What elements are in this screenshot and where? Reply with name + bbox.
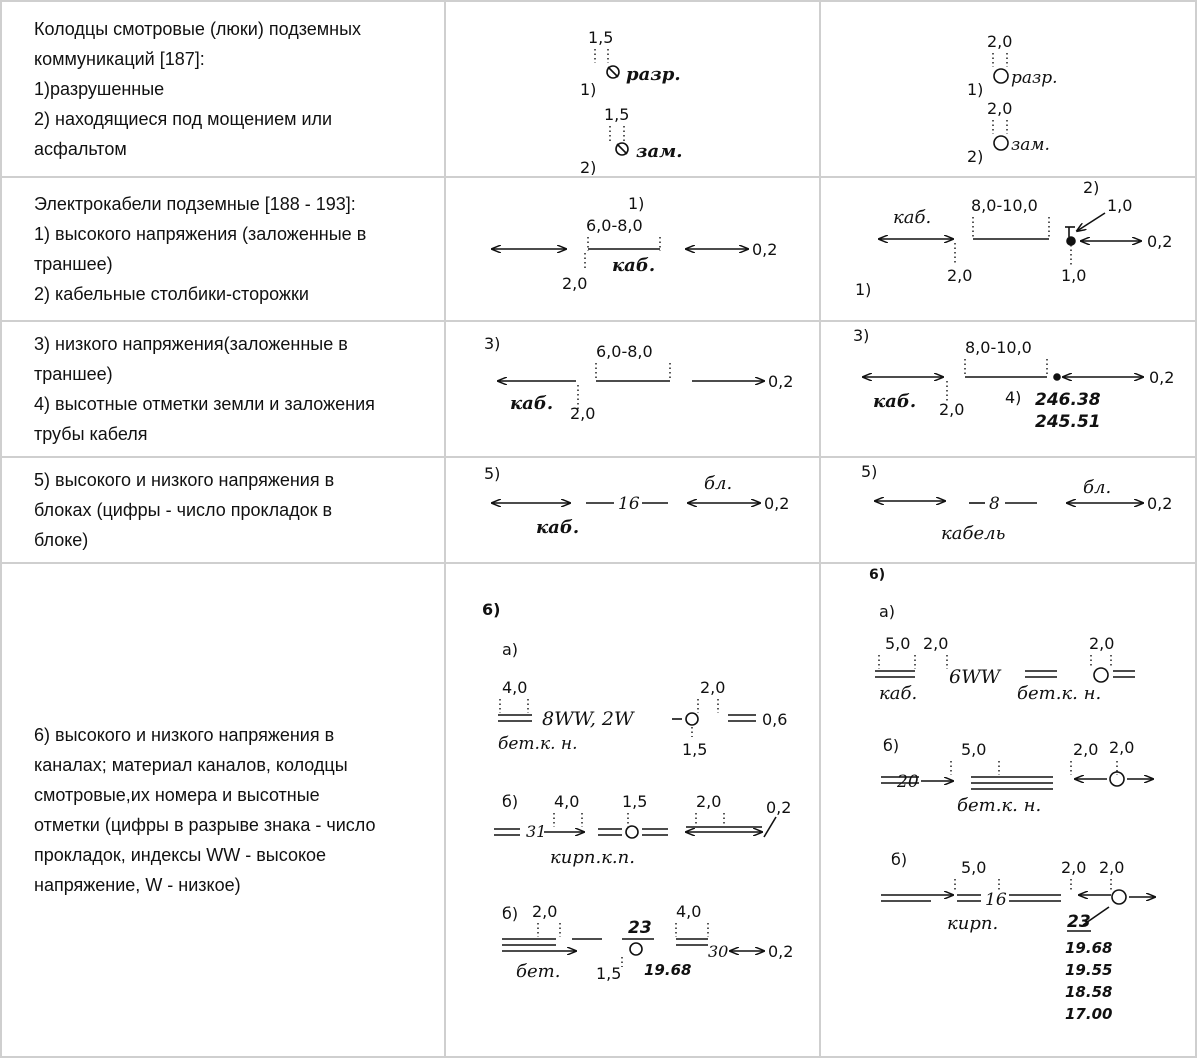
distance-label: 0,2 xyxy=(751,240,778,259)
distance-label: 1,5 xyxy=(595,964,622,983)
description-line: Электрокабели подземные [188 - 193]: xyxy=(34,194,356,214)
description-cell xyxy=(1,177,445,321)
item-number: 3) xyxy=(483,334,500,353)
symbol-cell-new xyxy=(820,177,1196,321)
cable-post-icon xyxy=(1067,237,1075,245)
distance-label: 8,0-10,0 xyxy=(971,196,1039,215)
distance-label: 2,0 xyxy=(1061,858,1087,877)
distance-label: 2,0 xyxy=(695,792,722,811)
distance-label: 1,5 xyxy=(621,792,648,811)
distance-label: 6,0-8,0 xyxy=(595,342,653,361)
description-line: асфальтом xyxy=(34,139,127,159)
height-mark: 19.68 xyxy=(643,961,692,979)
sub-item-label: а) xyxy=(501,640,518,659)
description-line: блоках (цифры - число прокладок в xyxy=(34,500,333,520)
description-line: 4) высотные отметки земли и заложения xyxy=(34,394,375,414)
height-mark: 19.68 xyxy=(1065,939,1113,957)
distance-label: 0,6 xyxy=(761,710,788,729)
sub-item-label: б) xyxy=(501,904,518,923)
channel-material: бет.к. н. xyxy=(1017,683,1102,704)
description-line: 6) высокого и низкого напряжения в xyxy=(34,725,335,745)
symbol-cell-old xyxy=(445,457,821,563)
description-line: траншее) xyxy=(34,364,113,384)
symbol-label: каб. xyxy=(893,207,932,228)
description-line: 2) находящиеся под мощением или xyxy=(34,109,333,129)
height-mark: 18.58 xyxy=(1065,983,1113,1001)
description-cell xyxy=(1,563,445,1057)
table-row xyxy=(1,457,1196,563)
distance-label: 4,0 xyxy=(501,678,528,697)
channel-count: 30 xyxy=(707,942,728,961)
sub-item-label: а) xyxy=(879,602,896,621)
distance-label: 2,0 xyxy=(923,634,949,653)
symbol-cell-new xyxy=(820,457,1196,563)
block-cable-symbol-old xyxy=(446,459,815,561)
manhole-icon xyxy=(686,713,698,725)
description-cell xyxy=(1,1,445,177)
symbol-label: разр. xyxy=(1011,68,1058,88)
distance-label: 2,0 xyxy=(1073,740,1099,759)
distance-label: 5,0 xyxy=(961,858,987,877)
channel-code: 8WW, 2W xyxy=(541,708,634,730)
channel-material: кирп. xyxy=(947,913,999,934)
description-line: 3) низкого напряжения(заложенные в xyxy=(34,334,348,354)
description-line: траншее) xyxy=(34,254,113,274)
channel-code: 6WW xyxy=(949,666,1001,688)
description-line: 5) высокого и низкого напряжения в xyxy=(34,470,335,490)
distance-label: 5,0 xyxy=(961,740,987,759)
symbol-label: разр. xyxy=(625,64,681,85)
lv-cable-symbol-new xyxy=(821,323,1200,455)
distance-label: 0,2 xyxy=(1147,232,1173,251)
manhole-icon xyxy=(630,943,642,955)
symbol-label: зам. xyxy=(635,141,683,162)
height-mark: 17.00 xyxy=(1065,1005,1113,1023)
manhole-icon xyxy=(1094,668,1108,682)
distance-label: 2,0 xyxy=(531,902,558,921)
symbol-cell-old xyxy=(445,1,821,177)
distance-label: 1,5 xyxy=(587,28,614,47)
item-number: 3) xyxy=(853,326,870,345)
table-row xyxy=(1,321,1196,457)
manhole-number: 23 xyxy=(627,918,652,938)
channel-material: бет.к. н. xyxy=(957,795,1042,816)
sub-item-label: б) xyxy=(501,792,518,811)
lv-cable-symbol-old xyxy=(446,323,815,455)
description-line: прокладок, индексы WW - высокое xyxy=(34,845,327,865)
description-line: смотровые,их номера и высотные xyxy=(34,785,320,805)
distance-label: 0,2 xyxy=(767,372,794,391)
item-number: 1) xyxy=(855,280,872,299)
manhole-icon xyxy=(1112,890,1126,904)
distance-label: 0,2 xyxy=(765,798,792,817)
manhole-symbol-old xyxy=(446,3,815,175)
table-row xyxy=(1,177,1196,321)
channel-count: 8 xyxy=(989,494,1001,514)
distance-label: 2,0 xyxy=(1089,634,1115,653)
manhole-icon xyxy=(626,826,638,838)
description-line: Колодцы смотровые (люки) подземных xyxy=(34,19,362,39)
channel-material: бет. xyxy=(515,961,560,982)
symbol-cell-new xyxy=(820,563,1196,1057)
description-cell xyxy=(1,457,445,563)
distance-label: 4,0 xyxy=(675,902,702,921)
item-number: 1) xyxy=(967,80,984,99)
channel-material: кирп.к.п. xyxy=(549,847,635,868)
distance-label: 2,0 xyxy=(1099,858,1125,877)
height-point-icon xyxy=(1054,374,1060,380)
description-line: 1)разрушенные xyxy=(34,79,165,99)
symbol-cell-new xyxy=(820,1,1196,177)
distance-label: 5,0 xyxy=(885,634,911,653)
symbol-label: каб. xyxy=(611,255,655,276)
item-number: 2) xyxy=(1083,179,1100,197)
symbol-label: бл. xyxy=(1083,477,1112,498)
symbol-label: каб. xyxy=(509,393,553,414)
channel-count: 20 xyxy=(897,772,919,792)
distance-label: 2,0 xyxy=(699,678,726,697)
description-line: 2) кабельные столбики-сторожки xyxy=(34,284,309,304)
distance-label: 8,0-10,0 xyxy=(965,338,1033,357)
distance-label: 2,0 xyxy=(987,99,1013,118)
table-row xyxy=(1,563,1196,1057)
channel-material: каб. xyxy=(879,683,918,704)
symbol-label: бл. xyxy=(703,473,732,494)
distance-label: 1,5 xyxy=(603,105,630,124)
description-line: трубы кабеля xyxy=(34,424,148,444)
sub-item-label: б) xyxy=(883,736,900,755)
height-mark: 245.51 xyxy=(1035,412,1101,432)
channel-count: 16 xyxy=(985,890,1007,910)
symbol-cell-old xyxy=(445,177,821,321)
distance-label: 2,0 xyxy=(939,400,965,419)
sub-item-label: б) xyxy=(891,850,908,869)
distance-label: 0,2 xyxy=(1147,494,1173,513)
distance-label: 1,0 xyxy=(1061,266,1087,285)
distance-label: 1,5 xyxy=(681,740,708,759)
manhole-icon xyxy=(994,69,1008,83)
symbol-cell-new xyxy=(820,321,1196,457)
description-line: напряжение, W - низкое) xyxy=(34,875,241,895)
distance-label: 4,0 xyxy=(553,792,580,811)
item-number: 5) xyxy=(483,464,500,483)
distance-label: 1,0 xyxy=(1107,196,1133,215)
item-number: 1) xyxy=(579,80,596,99)
description-line: каналах; материал каналов, колодцы xyxy=(34,755,348,775)
manhole-icon xyxy=(994,136,1008,150)
symbol-label: каб. xyxy=(535,517,579,538)
item-number: 5) xyxy=(861,462,878,481)
height-mark: 19.55 xyxy=(1065,961,1113,979)
symbol-cell-old xyxy=(445,563,821,1057)
distance-label: 6,0-8,0 xyxy=(585,216,643,235)
channel-cable-symbol-new xyxy=(821,565,1200,1055)
hv-cable-symbol-new xyxy=(821,179,1200,319)
symbol-label: кабель xyxy=(941,523,1006,544)
description-line: блоке) xyxy=(34,530,89,550)
distance-label: 2,0 xyxy=(561,274,588,293)
distance-label: 0,2 xyxy=(767,942,794,961)
item-number: 6) xyxy=(869,567,886,583)
table-row xyxy=(1,1,1196,177)
item-number: 6) xyxy=(481,600,501,619)
item-number: 4) xyxy=(1005,388,1022,407)
distance-label: 2,0 xyxy=(947,266,973,285)
description-line: 1) высокого напряжения (заложенные в xyxy=(34,224,367,244)
manhole-symbol-new xyxy=(821,3,1200,175)
symbol-label: зам. xyxy=(1011,135,1051,155)
description-cell xyxy=(1,321,445,457)
symbol-cell-old xyxy=(445,321,821,457)
distance-label: 2,0 xyxy=(1109,738,1135,757)
item-number: 2) xyxy=(967,147,984,166)
manhole-number: 23 xyxy=(1067,912,1091,932)
distance-label: 0,2 xyxy=(763,494,790,513)
item-number: 1) xyxy=(627,194,644,213)
description-line: отметки (цифры в разрыве знака - число xyxy=(34,815,376,835)
distance-label: 2,0 xyxy=(987,32,1013,51)
description-line: коммуникаций [187]: xyxy=(34,49,205,69)
channel-count: 16 xyxy=(617,494,640,514)
channel-material: бет.к. н. xyxy=(497,734,578,754)
distance-label: 0,2 xyxy=(1149,368,1175,387)
channel-count: 31 xyxy=(525,822,546,841)
item-number: 2) xyxy=(579,158,596,175)
distance-label: 2,0 xyxy=(569,404,596,423)
block-cable-symbol-new xyxy=(821,459,1200,561)
symbol-label: каб. xyxy=(873,391,917,412)
hv-cable-symbol-old xyxy=(446,179,815,319)
channel-cable-symbol-old xyxy=(446,565,815,1055)
height-mark: 246.38 xyxy=(1035,390,1101,410)
manhole-icon xyxy=(1110,772,1124,786)
